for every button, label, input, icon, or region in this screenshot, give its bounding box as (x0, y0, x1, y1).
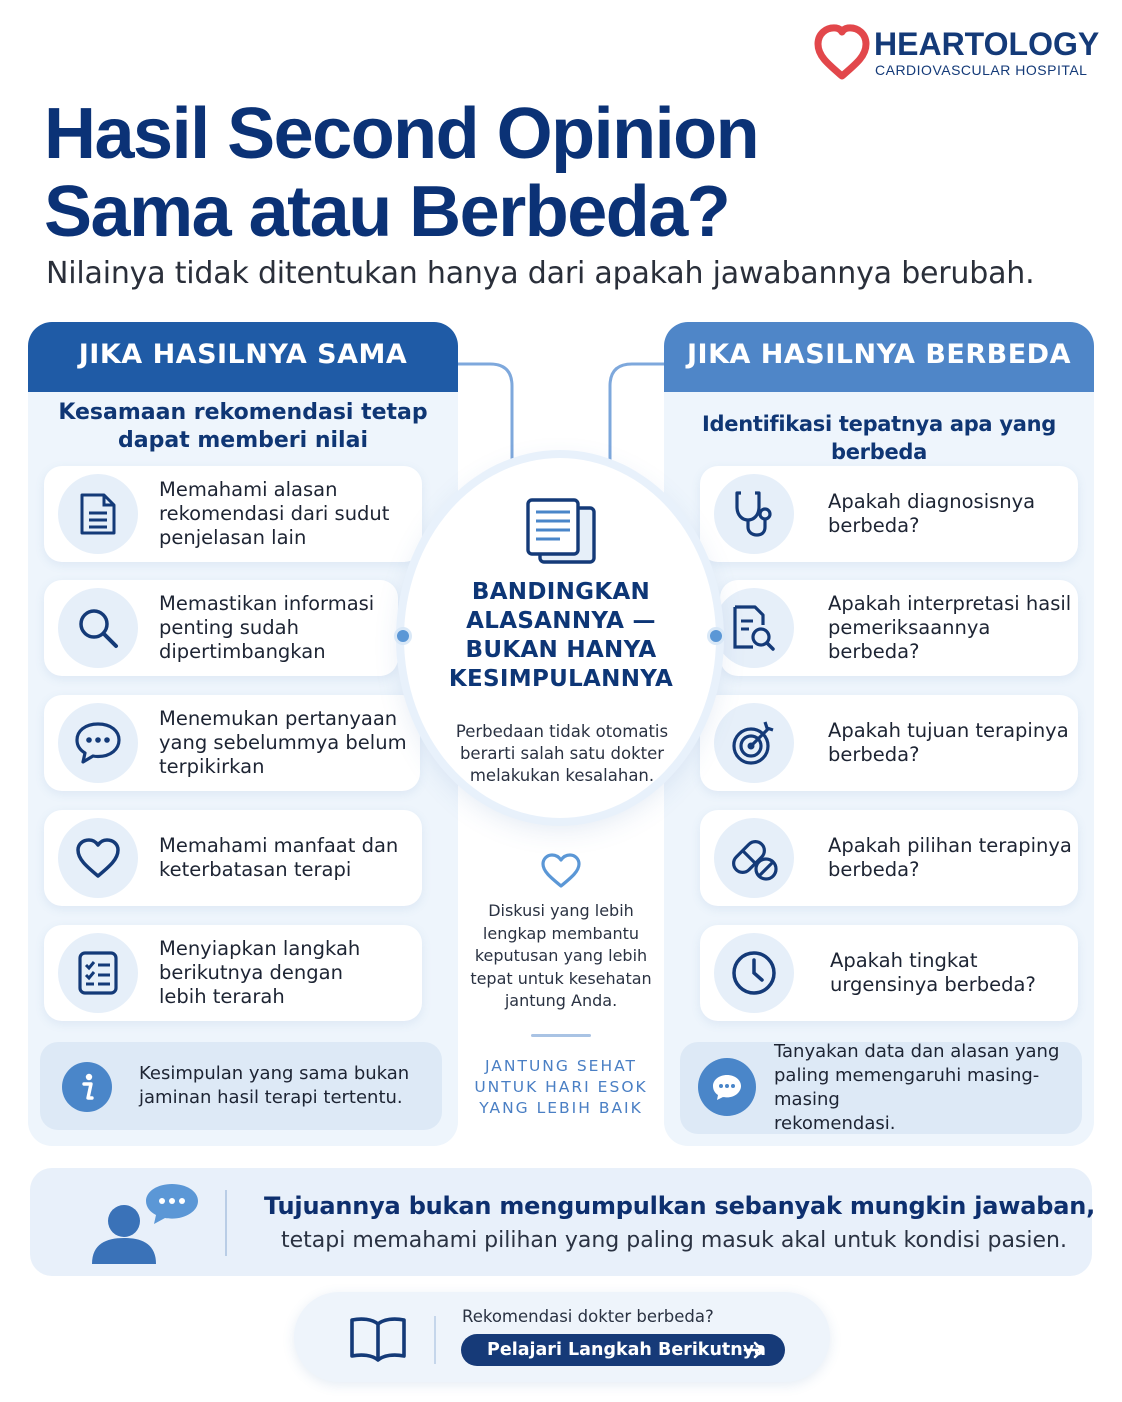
panel-different-result (664, 322, 1094, 1146)
search-icon (58, 588, 138, 668)
list-item-text: Apakah interpretasi hasil pemeriksaannya berbeda? (828, 592, 1072, 663)
stethoscope-icon (714, 474, 794, 554)
banner-line-1: Tujuannya bukan mengumpulkan sebanyak mungkin jawaban, (264, 1192, 1096, 1220)
slogan: JANTUNG SEHAT UNTUK HARI ESOK YANG LEBIH BAIK (474, 1057, 648, 1117)
panel-same-result (28, 322, 458, 1146)
list-item (44, 580, 398, 676)
person-speech-icon (88, 1180, 200, 1270)
subheader-line-1: Kesamaan rekomendasi tetap (58, 400, 428, 425)
list-item (700, 925, 1078, 1021)
list-item-text: Apakah tingkat urgensinya berbeda? (830, 949, 1036, 996)
info-note-text: Kesimpulan yang sama bukan jaminan hasil terapi tertentu. (139, 1063, 410, 1108)
list-item-text: Menemukan pertanyaan yang sebelummya belum terpikirkan (159, 707, 407, 778)
document-icon (58, 474, 138, 554)
info-note (40, 1042, 442, 1130)
list-item-text: Memahami manfaat dan keterbatasan terapi (159, 834, 399, 881)
list-item (700, 810, 1078, 906)
subheader-line-2: dapat memberi nilai (118, 428, 368, 453)
chat-bubble-icon (58, 703, 138, 783)
banner-line-2: tetapi memahami pilihan yang paling masuk akal untuk kondisi pasien. (281, 1228, 1067, 1253)
target-icon (714, 703, 794, 783)
clock-icon (714, 933, 794, 1013)
panel-header-different: JIKA HASILNYA BERBEDA (664, 322, 1094, 392)
list-item-text: Apakah tujuan terapinya berbeda? (828, 719, 1069, 766)
panel-header-same: JIKA HASILNYA SAMA (28, 322, 458, 392)
chat-bubble-icon (698, 1058, 756, 1116)
list-item-text: Memahami alasan rekomendasi dari sudut penjelasan lain (159, 478, 390, 549)
list-item (44, 925, 422, 1021)
learn-next-steps-button[interactable] (461, 1334, 785, 1366)
pill-icon (714, 818, 794, 898)
heart-outline-icon (540, 852, 582, 894)
list-item-text: Apakah diagnosisnya berbeda? (828, 490, 1036, 537)
list-item (700, 466, 1078, 562)
cta-button-label: Pelajari Langkah Berikutnya (487, 1340, 766, 1360)
list-item-text: Apakah pilihan terapinya berbeda? (828, 834, 1072, 881)
center-divider (531, 1034, 591, 1037)
page-subtitle: Nilainya tidak ditentukan hanya dari apakah jawabannya berubah. (46, 256, 1035, 291)
connector-dot-left (394, 627, 412, 645)
cta-divider (434, 1316, 436, 1364)
compare-documents-icon (524, 496, 598, 570)
brand-name: HEARTOLOGY (874, 26, 1100, 62)
question-note (680, 1042, 1082, 1134)
list-item (44, 810, 422, 906)
heart-icon (58, 818, 138, 898)
list-item (700, 695, 1078, 791)
title-line-2: Sama atau Berbeda? (44, 172, 730, 252)
list-item (44, 695, 420, 791)
panel-subheader-same (28, 399, 458, 455)
discussion-text: Diskusi yang lebih lengkap membantu keputusan yang lebih tepat untuk kesehatan jantung Anda. (470, 901, 652, 1010)
title-line-1: Hasil Second Opinion (44, 94, 759, 174)
list-item (44, 466, 422, 562)
center-body-text: Perbedaan tidak otomatis berarti salah satu dokter melakukan kesalahan. (455, 722, 669, 785)
panel-subheader-different: Identifikasi tepatnya apa yang berbeda (702, 412, 1056, 464)
list-item (720, 580, 1078, 676)
list-item-text: Memastikan informasi penting sudah dipertimbangkan (159, 592, 375, 663)
center-heading: BANDINGKAN ALASANNYA — BUKAN HANYA KESIMPULANNYA (448, 579, 674, 692)
checklist-icon (58, 933, 138, 1013)
list-item-text: Menyiapkan langkah berikutnya dengan lebih terarah (159, 937, 361, 1008)
arrow-right-icon (743, 1334, 765, 1377)
open-book-icon (348, 1314, 408, 1368)
banner-divider (225, 1190, 227, 1256)
info-icon (62, 1062, 112, 1112)
report-search-icon (714, 588, 794, 668)
cta-question: Rekomendasi dokter berbeda? (462, 1307, 714, 1326)
brand-tagline: CARDIOVASCULAR HOSPITAL (875, 62, 1088, 78)
connector-dot-right (707, 627, 725, 645)
question-note-text: Tanyakan data dan alasan yang paling memengaruhi masing-masing rekomendasi. (774, 1041, 1060, 1134)
